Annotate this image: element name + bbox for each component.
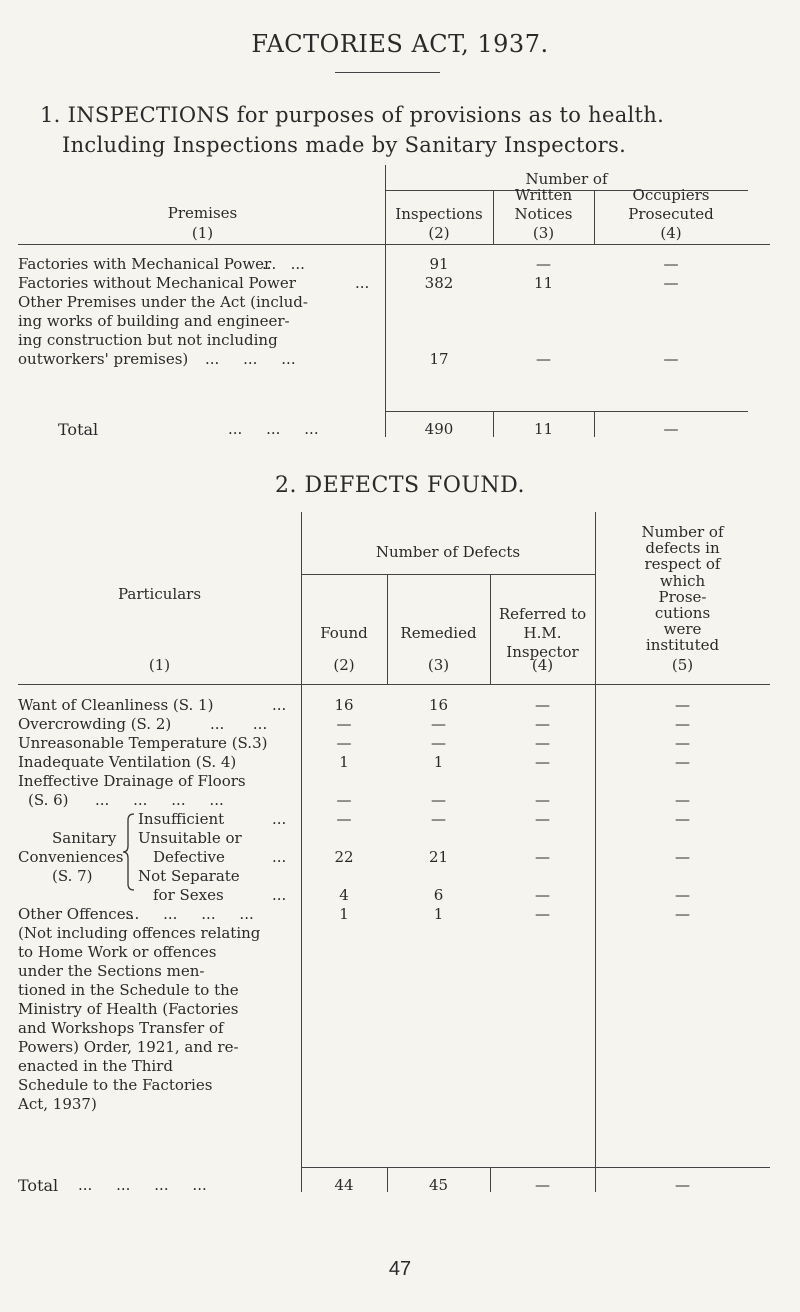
col-particulars-num: (1) bbox=[148, 656, 171, 674]
defect-row-found: — bbox=[336, 715, 352, 733]
defect-row-label: Unreasonable Temperature (S.3) bbox=[18, 734, 268, 752]
table1-header-rule bbox=[18, 244, 770, 245]
defect-row-label: (S. 6) bbox=[28, 791, 69, 809]
col-prosecuted-num: (4) bbox=[660, 224, 682, 242]
sanitary-sub-label: for Sexes bbox=[153, 886, 224, 904]
col-notices-header-1: Written bbox=[514, 186, 573, 204]
defect-row-label: Ineffective Drainage of Floors bbox=[18, 772, 246, 790]
sanitary-brace bbox=[122, 812, 136, 892]
page-number: 47 bbox=[388, 1258, 412, 1280]
defect-row-found: 4 bbox=[339, 886, 349, 904]
col-prosecutions-line: Number of bbox=[641, 523, 724, 541]
defect-row-prosecutions: — bbox=[675, 791, 690, 809]
col-prosecutions-line: which bbox=[659, 571, 706, 590]
leader-dots: ... ... ... ... bbox=[125, 905, 254, 923]
table1-row3-inspections: 17 bbox=[429, 350, 449, 368]
defect-row-label: Overcrowding (S. 2) bbox=[18, 715, 172, 733]
table2-group-rule bbox=[301, 574, 595, 575]
table1-group-header: Number of bbox=[525, 170, 608, 188]
defect-row-prosecutions: — bbox=[675, 905, 690, 923]
table2-header-rule bbox=[18, 684, 770, 685]
defect-row-label: Inadequate Ventilation (S. 4) bbox=[18, 753, 237, 771]
col-prosecutions-line: were bbox=[663, 620, 702, 639]
defect-row-referred: — bbox=[535, 905, 550, 923]
other-offences-note bbox=[18, 924, 293, 1114]
defects-heading: 2. DEFECTS FOUND. bbox=[274, 473, 526, 498]
sanitary-group-label: Conveniences bbox=[18, 848, 124, 866]
col-prosecutions-line: respect of bbox=[644, 555, 721, 574]
page-title: FACTORIES ACT, 1937. bbox=[251, 30, 549, 58]
col-inspections-num: (2) bbox=[428, 224, 450, 242]
note-line: tioned in the Schedule to the bbox=[18, 981, 239, 999]
defect-row-prosecutions: — bbox=[675, 753, 690, 771]
col-prosecutions-line: cutions bbox=[654, 604, 711, 623]
table1-row2-premises: Factories without Mechanical Power bbox=[18, 274, 296, 292]
leader-dots: ... bbox=[272, 810, 287, 828]
table1-total-notices: 11 bbox=[533, 420, 554, 438]
sanitary-group-label: Sanitary bbox=[52, 829, 117, 847]
defect-row-referred: — bbox=[535, 715, 550, 733]
note-line: under the Sections men- bbox=[18, 962, 205, 980]
defect-row-remedied: — bbox=[431, 810, 446, 828]
col-notices-num: (3) bbox=[532, 224, 555, 242]
table1-row3-line: outworkers' premises) bbox=[18, 350, 189, 368]
defect-row-prosecutions: — bbox=[675, 715, 690, 733]
defect-row-found: — bbox=[336, 810, 352, 828]
table1-row3-notices: — bbox=[536, 350, 551, 368]
defect-row-found: 22 bbox=[334, 848, 354, 866]
defect-row-found: — bbox=[336, 791, 352, 809]
leader-dots: ... ... ... bbox=[205, 350, 296, 368]
inspections-heading bbox=[40, 100, 664, 160]
table1-row3-line: ing works of building and engineer- bbox=[18, 312, 290, 330]
col-found-num: (2) bbox=[333, 656, 355, 674]
note-line: (Not including offences relating bbox=[18, 924, 261, 942]
table2-total-referred: — bbox=[535, 1176, 550, 1194]
inspections-heading-line1: 1. INSPECTIONS for purposes of provisions as to health. bbox=[40, 103, 665, 127]
defect-row-referred: — bbox=[535, 886, 550, 904]
table1-total-prosecuted: — bbox=[663, 420, 679, 438]
defect-row-found: 1 bbox=[339, 753, 349, 771]
sanitary-sub-label: Insufficient bbox=[138, 810, 225, 828]
table2-group-header: Number of Defects bbox=[375, 543, 521, 561]
table2-total-remedied: 45 bbox=[428, 1176, 449, 1194]
defect-row-prosecutions: — bbox=[675, 886, 690, 904]
defect-row-remedied: 6 bbox=[433, 886, 444, 904]
sanitary-group-label: (S. 7) bbox=[52, 867, 93, 885]
inspections-heading-line2: Including Inspections made by Sanitary Inspectors. bbox=[62, 133, 627, 157]
table1-total-rule bbox=[385, 411, 748, 412]
col-particulars-header: Particulars bbox=[117, 585, 202, 603]
table1-row1-premises: Factories with Mechanical Power bbox=[18, 255, 272, 273]
defect-row-label: Other Offences bbox=[18, 905, 134, 923]
defect-row-referred: — bbox=[535, 734, 550, 752]
leader-dots: ... bbox=[272, 696, 287, 714]
col-premises-header: Premises bbox=[167, 204, 238, 222]
col-found-header: Found bbox=[320, 624, 368, 642]
col-inspections-header: Inspections bbox=[395, 205, 483, 223]
col-referred-line: Referred to bbox=[498, 605, 587, 623]
table1-row3-premises bbox=[18, 293, 382, 350]
defect-row-prosecutions: — bbox=[675, 848, 690, 866]
table1-row1-inspections: 91 bbox=[429, 255, 449, 273]
col-prosecutions-line: Prose- bbox=[658, 587, 707, 606]
col-prosecuted-header-1: Occupiers bbox=[632, 186, 710, 204]
col-referred-line: H.M. bbox=[523, 624, 562, 642]
defect-row-remedied: 1 bbox=[433, 905, 444, 923]
leader-dots: ... ... ... ... bbox=[78, 1176, 207, 1194]
table2-total-rule bbox=[301, 1167, 770, 1168]
defect-row-found: — bbox=[336, 734, 352, 752]
note-line: and Workshops Transfer of bbox=[18, 1019, 224, 1037]
sanitary-sub-label: Not Separate bbox=[138, 867, 240, 885]
table1-row2-prosecuted: — bbox=[663, 274, 679, 292]
defect-row-remedied: 1 bbox=[433, 753, 444, 771]
sanitary-sub-label: Unsuitable or bbox=[138, 829, 242, 847]
note-line: Act, 1937) bbox=[18, 1095, 97, 1113]
defect-row-remedied: 16 bbox=[428, 696, 449, 714]
note-line: Schedule to the Factories bbox=[18, 1076, 213, 1094]
leader-dots: ... ... ... bbox=[228, 420, 319, 438]
col-prosecutions-header bbox=[595, 524, 770, 654]
defect-row-remedied: — bbox=[431, 734, 446, 752]
note-line: Powers) Order, 1921, and re- bbox=[18, 1038, 239, 1056]
col-referred-num: (4) bbox=[531, 656, 554, 674]
note-line: Ministry of Health (Factories bbox=[18, 1000, 239, 1018]
defect-row-label: Want of Cleanliness (S. 1) bbox=[18, 696, 214, 714]
leader-dots: ... bbox=[272, 886, 287, 904]
defect-row-referred: — bbox=[535, 696, 550, 714]
leader-dots: ... bbox=[272, 848, 287, 866]
col-remedied-header: Remedied bbox=[400, 624, 477, 642]
title-rule bbox=[335, 72, 440, 73]
defect-row-found: 16 bbox=[334, 696, 354, 714]
leader-dots: ... ... ... ... bbox=[95, 791, 224, 809]
defect-row-remedied: — bbox=[431, 715, 446, 733]
note-line: to Home Work or offences bbox=[18, 943, 217, 961]
table1-total-label: Total bbox=[58, 420, 99, 439]
leader-dots: ... ... bbox=[262, 255, 305, 273]
sanitary-sub-label: Defective bbox=[153, 848, 225, 866]
col-premises-num: (1) bbox=[191, 224, 214, 242]
table1-total-inspections: 490 bbox=[424, 420, 454, 438]
table1-row1-prosecuted: — bbox=[663, 255, 679, 273]
defect-row-prosecutions: — bbox=[675, 696, 690, 714]
col-notices-header-2: Notices bbox=[514, 205, 573, 223]
defect-row-referred: — bbox=[535, 810, 550, 828]
table2-total-prosecutions: — bbox=[675, 1176, 690, 1194]
col-referred-header bbox=[490, 605, 595, 662]
leader-dots: ... ... bbox=[210, 715, 268, 733]
col-remedied-num: (3) bbox=[427, 656, 450, 674]
defect-row-referred: — bbox=[535, 791, 550, 809]
col-prosecuted-header-2: Prosecuted bbox=[628, 205, 714, 223]
table1-row2-inspections: 382 bbox=[424, 274, 454, 292]
defect-row-remedied: — bbox=[431, 791, 446, 809]
defect-row-prosecutions: — bbox=[675, 810, 690, 828]
defect-row-referred: — bbox=[535, 753, 550, 771]
leader-dots: ... bbox=[355, 274, 370, 292]
table2-total-label: Total bbox=[18, 1176, 59, 1195]
defect-row-referred: — bbox=[535, 848, 550, 866]
col-prosecutions-line: instituted bbox=[645, 636, 720, 655]
col-referred-line: Inspector bbox=[506, 643, 579, 661]
table2-total-found: 44 bbox=[334, 1176, 354, 1194]
col-prosecutions-num: (5) bbox=[671, 656, 694, 674]
table1-row3-prosecuted: — bbox=[663, 350, 679, 368]
note-line: enacted in the Third bbox=[18, 1057, 173, 1075]
table1-row2-notices: 11 bbox=[533, 274, 554, 292]
table1-row3-line: Other Premises under the Act (includ- bbox=[18, 293, 308, 311]
defect-row-remedied: 21 bbox=[428, 848, 449, 866]
col-prosecutions-line: defects in bbox=[645, 539, 720, 558]
defect-row-found: 1 bbox=[339, 905, 349, 923]
table1-row3-line: ing construction but not including bbox=[18, 331, 278, 349]
table1-row1-notices: — bbox=[536, 255, 551, 273]
defect-row-prosecutions: — bbox=[675, 734, 690, 752]
